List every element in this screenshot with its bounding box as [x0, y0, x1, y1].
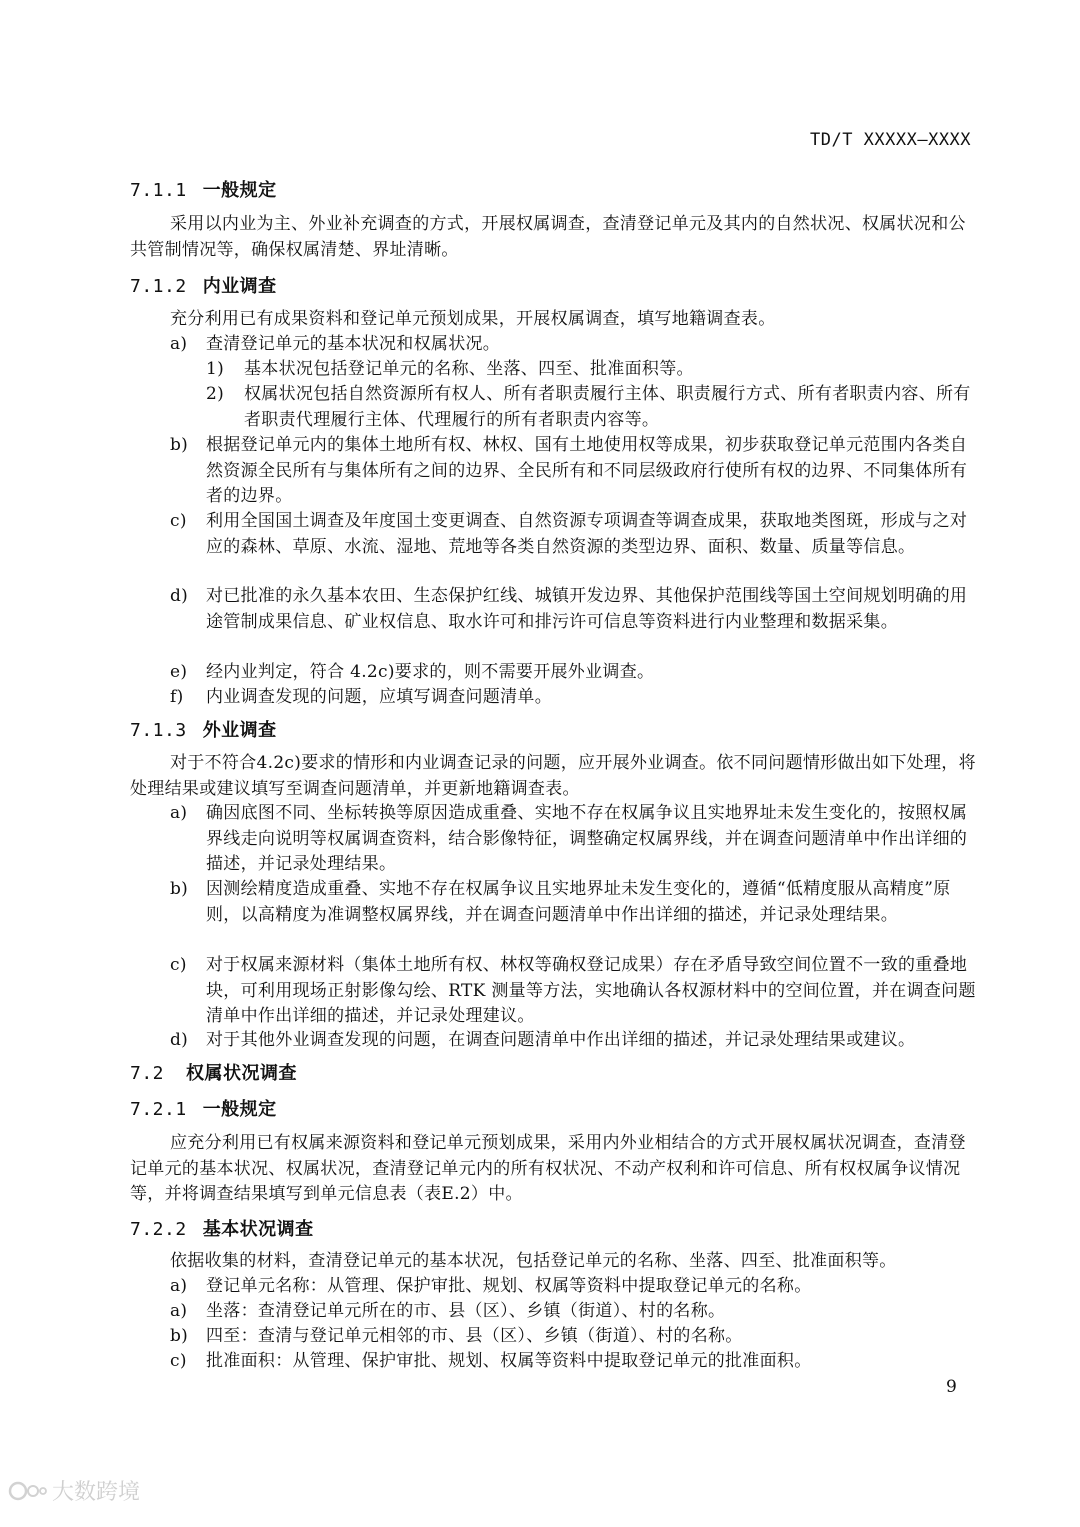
list-marker: f)	[170, 687, 184, 707]
list-marker: e)	[170, 662, 188, 682]
section-title: 外业调查	[202, 720, 277, 741]
paragraph-7-2-2: 依据收集的材料，查清登记单元的基本状况，包括登记单元的名称、坐落、四至、批准面积等。	[170, 1251, 897, 1271]
list-marker: 2)	[206, 384, 225, 404]
list-text: 对于权属来源材料（集体土地所有权、林权等确权登记成果）存在矛盾导致空间位置不一致的重叠地块，可利用现场正射影像勾绘、RTK 测量等方法，实地确认各权源材料中的空间位置，并在调查问题清单中作出详细的描述，并记录处理建议。	[206, 955, 976, 1026]
paragraph-7-1-2: 充分利用已有成果资料和登记单元预划成果，开展权属调查，填写地籍调查表。	[170, 309, 776, 329]
section-number: 7.2	[130, 1063, 165, 1084]
heading-7-2	[130, 1059, 297, 1085]
section-title: 权属状况调查	[186, 1063, 298, 1084]
list-marker: a)	[170, 1301, 188, 1321]
paragraph-7-1-1: 采用以内业为主、外业补充调查的方式，开展权属调查，查清登记单元及其内的自然状况、权属状况和公共管制情况等，确保权属清楚、界址清晰。	[130, 214, 966, 260]
list-item	[170, 1349, 980, 1375]
list-item	[170, 433, 980, 510]
standard-code: TD/T XXXXX—XXXX	[810, 130, 972, 150]
list-marker: b)	[170, 435, 189, 455]
list-marker: b)	[170, 1326, 189, 1346]
list-item	[170, 1324, 980, 1350]
list-marker: d)	[170, 586, 189, 606]
list-text: 基本状况包括登记单元的名称、坐落、四至、批准面积等。	[244, 359, 694, 379]
paragraph-7-2-1: 应充分利用已有权属来源资料和登记单元预划成果，采用内外业相结合的方式开展权属状况调查，查清登记单元的基本状况、权属状况，查清登记单元内的所有权状况、不动产权利和许可信息、所有权权属争议情况等，并将调查结果填写到单元信息表（表E.2）中。	[130, 1133, 966, 1204]
list-marker: a)	[170, 334, 188, 354]
list-item	[170, 685, 980, 711]
list-marker: b)	[170, 879, 189, 899]
list-item	[170, 877, 980, 928]
list-marker: c)	[170, 511, 187, 531]
section-title: 内业调查	[202, 276, 277, 297]
heading-7-1-2	[130, 272, 277, 298]
list-item	[170, 1274, 980, 1300]
heading-7-2-2	[130, 1215, 314, 1241]
list-text: 批准面积：从管理、保护审批、规划、权属等资料中提取登记单元的批准面积。	[206, 1351, 812, 1371]
list-item	[170, 332, 980, 358]
watermark-text: 大数跨境	[52, 1480, 141, 1505]
section-title: 基本状况调查	[202, 1219, 314, 1240]
list-item	[170, 509, 980, 560]
list-text: 确因底图不同、坐标转换等原因造成重叠、实地不存在权属争议且实地界址未发生变化的，按照权属界线走向说明等权属调查资料，结合影像特征，调整确定权属界线，并在调查问题清单中作出详细的描述，并记录处理结果。	[206, 803, 968, 874]
page-number: 9	[946, 1377, 957, 1397]
list-text: 对已批准的永久基本农田、生态保护红线、城镇开发边界、其他保护范围线等国土空间规划明确的用途管制成果信息、矿业权信息、取水许可和排污许可信息等资料进行内业整理和数据采集。	[206, 586, 968, 632]
list-marker: a)	[170, 803, 188, 823]
list-text: 利用全国国土调查及年度国土变更调查、自然资源专项调查等调查成果，获取地类图斑，形成与之对应的森林、草原、水流、湿地、荒地等各类自然资源的类型边界、面积、数量、质量等信息。	[206, 511, 968, 557]
section-number: 7.1.1	[130, 180, 187, 201]
list-text: 对于其他外业调查发现的问题，在调查问题清单中作出详细的描述，并记录处理结果或建议。	[206, 1030, 916, 1050]
section-number: 7.2.2	[130, 1219, 187, 1240]
paragraph-7-1-3: 对于不符合4.2c)要求的情形和内业调查记录的问题，应开展外业调查。依不同问题情形做出如下处理，将处理结果或建议填写至调查问题清单，并更新地籍调查表。	[130, 753, 976, 799]
list-text: 四至：查清与登记单元相邻的市、县（区）、乡镇（街道）、村的名称。	[206, 1326, 743, 1346]
list-text: 因测绘精度造成重叠、实地不存在权属争议且实地界址未发生变化的，遵循“低精度服从高精度”原则，以高精度为准调整权属界线，并在调查问题清单中作出详细的描述，并记录处理结果。	[206, 879, 951, 925]
list-text: 经内业判定，符合 4.2c)要求的，则不需要开展外业调查。	[206, 662, 655, 682]
list-item	[170, 801, 980, 878]
list-item	[170, 584, 980, 635]
heading-7-1-3	[130, 716, 277, 742]
list-marker: a)	[170, 1276, 188, 1296]
section-number: 7.1.3	[130, 720, 187, 741]
list-marker: d)	[170, 1030, 189, 1050]
list-text: 根据登记单元内的集体土地所有权、林权、国有土地使用权等成果，初步获取登记单元范围内各类自然资源全民所有与集体所有之间的边界、全民所有和不同层级政府行使所有权的边界、不同集体所有者的边界。	[206, 435, 968, 506]
list-text: 查清登记单元的基本状况和权属状况。	[206, 334, 501, 354]
section-title: 一般规定	[202, 180, 277, 201]
list-item	[170, 660, 980, 686]
list-item	[170, 1299, 980, 1325]
list-marker: c)	[170, 1351, 187, 1371]
list-item	[170, 953, 980, 1030]
section-title: 一般规定	[202, 1099, 277, 1120]
section-number: 7.1.2	[130, 276, 187, 297]
list-text: 登记单元名称：从管理、保护审批、规划、权属等资料中提取登记单元的名称。	[206, 1276, 812, 1296]
watermark-logo-icon	[8, 1478, 48, 1504]
list-item	[206, 357, 980, 383]
watermark	[8, 1475, 140, 1506]
list-item	[206, 382, 980, 433]
list-item	[170, 1028, 980, 1054]
list-marker: 1)	[206, 359, 225, 379]
list-marker: c)	[170, 955, 187, 975]
list-text: 内业调查发现的问题，应填写调查问题清单。	[206, 687, 552, 707]
heading-7-2-1	[130, 1095, 277, 1121]
heading-7-1-1	[130, 176, 277, 202]
list-text: 权属状况包括自然资源所有权人、所有者职责履行主体、职责履行方式、所有者职责内容、所有者职责代理履行主体、代理履行的所有者职责内容等。	[244, 384, 971, 430]
list-text: 坐落：查清登记单元所在的市、县（区）、乡镇（街道）、村的名称。	[206, 1301, 726, 1321]
section-number: 7.2.1	[130, 1099, 187, 1120]
